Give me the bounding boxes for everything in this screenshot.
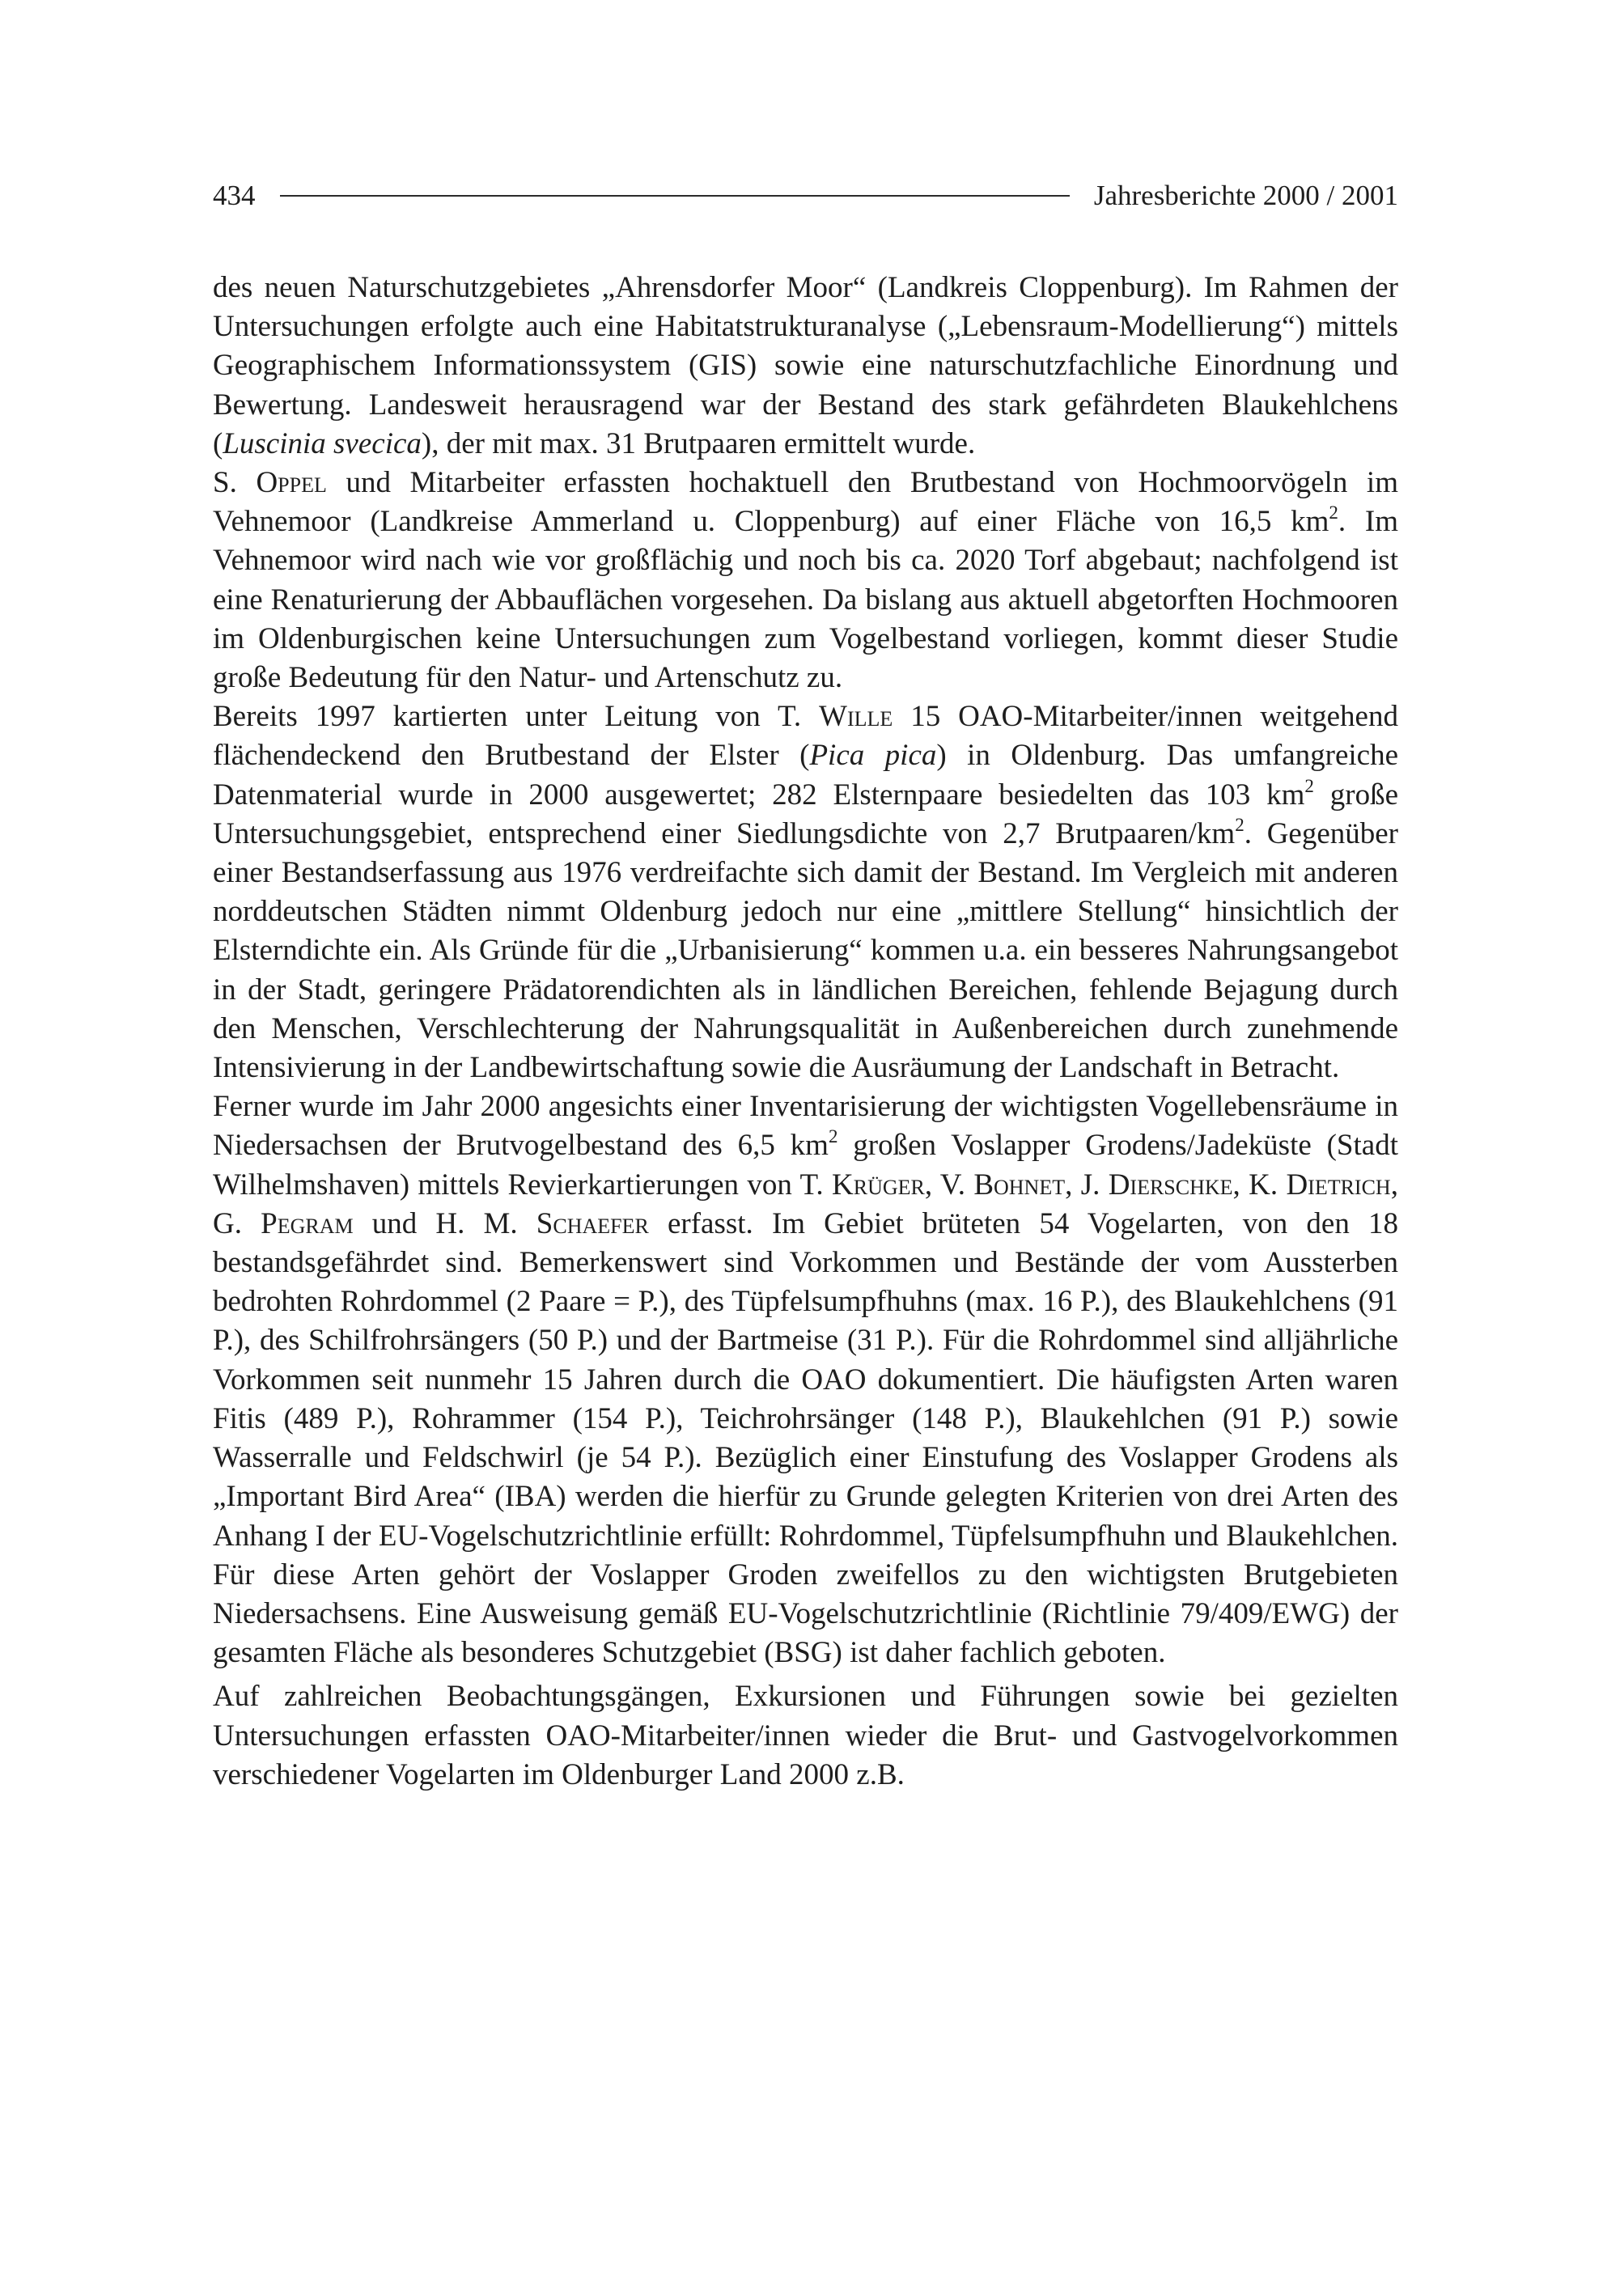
author-name: Dierschke [1108, 1168, 1233, 1202]
page-header [213, 175, 1398, 217]
superscript: 2 [1304, 775, 1314, 796]
author-name: Dietrich [1286, 1168, 1391, 1202]
paragraph-elster: Bereits 1997 kartierten unter Leitung von T. Wille 15 OAO-Mitarbeiter/innen weitgehend flächendeckend den Brutbestand der Elster (Pica pica) in Oldenburg. Das umfangreiche Datenmaterial wurde in 2000 ausgewertet; 282 Elsternpaare besiedelten das 103 $km^2$ große Untersuchungsgebiet, entsprechend einer Siedlungsdichte von 2,7 Brutpaaren/$km^2$. Gegenüber einer Bestandserfassung aus 1976 verdreifachte sich damit der Bestand. Im Vergleich mit anderen norddeutschen Städten nimmt Oldenburg jedoch nur eine „mittlere Stellung“ hinsichtlich der Elsterndichte ein. Als Gründe für die „Urbanisierung“ kommen u.a. ein besseres Nahrungsangebot in der Stadt, geringere Prädatorendichten als in ländlichen Bereichen, fehlende Bejagung durch den Menschen, Verschlechterung der Nahrungsqualität in Außenbereichen durch zunehmende Intensivierung in der Landbewirtschaftung sowie die Ausräumung der Landschaft in Betracht. [213, 700, 1399, 1085]
superscript: 2 [828, 1126, 838, 1147]
page-number: 434 [213, 180, 256, 211]
superscript: 2 [1329, 502, 1338, 523]
author-name: Bohnet [973, 1168, 1066, 1202]
superscript: 2 [1235, 814, 1245, 835]
header-rule [280, 195, 1070, 197]
species-name: Luscinia svecica [223, 426, 422, 460]
author-name: Krüger [832, 1168, 925, 1202]
author-name: Pegram [261, 1206, 354, 1240]
author-name: Wille [819, 700, 893, 734]
paragraph-voslapper-groden: Ferner wurde im Jahr 2000 angesichts einer Inventarisierung der wichtigsten Vogellebensräume in Niedersachsen der Brutvogelbestand des 6,5 $km^2$ großen Voslapper Grodens/Jadeküste (Stadt Wilhelmshaven) mittels Revierkartierungen von T. Krüger, V. Bohnet, J. Dierschke, K. Dietrich, G. Pegram und H. M. Schaefer erfasst. Im Gebiet brüteten 54 Vogelarten, von den 18 bestandsgefährdet sind. Bemerkenswert sind Vorkommen und Bestände der vom Aussterben bedrohten Rohrdommel (2 Paare = P.), des Tüpfelsumpfhuhns (max. 16 P.), des Blaukehlchens (91 P.), des Schilfrohrsängers (50 P.) und der Bartmeise (31 P.). Für die Rohrdommel sind alljährliche Vorkommen seit nunmehr 15 Jahren durch die OAO dokumentiert. Die häufigsten Arten waren Fitis (489 P.), Rohrammer (154 P.), Teichrohrsänger (148 P.), Blaukehlchen (91 P.) sowie Wasserralle und Feldschwirl (je 54 P.). Bezüglich einer Einstufung des Voslapper Grodens als „Important Bird Area“ (IBA) werden die hierfür zu Grunde gelegten Kriterien von drei Arten des Anhang I der EU-Vogelschutzrichtlinie erfüllt: Rohrdommel, Tüpfelsumpfhuhn und Blaukehlchen. Für diese Arten gehört der Voslapper Groden zweifellos zu den wichtigsten Brutgebieten Niedersachsens. Eine Ausweisung gemäß EU-Vogelschutzrichtlinie (Richtlinie 79/409/EWG) der gesamten Fläche als besonderes Schutzgebiet (BSG) ist daher fachlich geboten. [213, 1090, 1398, 1670]
author-name: Schaefer [536, 1206, 649, 1240]
running-title: Jahresberichte 2000 / 2001 [1093, 180, 1398, 211]
species-name: Pica pica [809, 739, 937, 773]
paragraph-ahrensdorfer-moor: des neuen Naturschutzgebietes „Ahrensdorfer Moor“ (Landkreis Cloppenburg). Im Rahmen der Untersuchungen erfolgte auch eine Habitatstrukturanalyse („Lebensraum-Modellierung“) mittels Geographischem Informationssystem (GIS) sowie eine naturschutzfachliche Einordnung und Bewertung. Landesweit herausragend war der Bestand des stark gefährdeten Blaukehlchens (Luscinia svecica), der mit max. 31 Brutpaaren ermittelt wurde. [213, 271, 1398, 460]
paragraph-beobachtungen: Auf zahlreichen Beobachtungsgängen, Exkursionen und Führungen sowie bei gezielten Untersuchungen erfassten OAO-Mitarbeiter/innen wieder die Brut- und Gastvogelvorkommen verschiedener Vogelarten im Oldenburger Land 2000 z.B. [213, 1680, 1398, 1791]
paragraph-vehnemoor: S. Oppel und Mitarbeiter erfassten hochaktuell den Brutbestand von Hochmoorvögeln im Vehnemoor (Landkreise Ammerland u. Cloppenburg) auf einer Fläche von 16,5 $km^2$. Im Vehnemoor wird nach wie vor großflächig und noch bis ca. 2020 Torf abgebaut; nachfolgend ist eine Renaturierung der Abbauflächen vorgesehen. Da bislang aus aktuell abgetorften Hochmooren im Oldenburgischen keine Untersuchungen zum Vogelbestand vorliegen, kommt dieser Studie große Bedeutung für den Natur- und Artenschutz zu. [213, 466, 1398, 695]
author-name: Oppel [256, 466, 327, 500]
body-text [213, 269, 1398, 1795]
